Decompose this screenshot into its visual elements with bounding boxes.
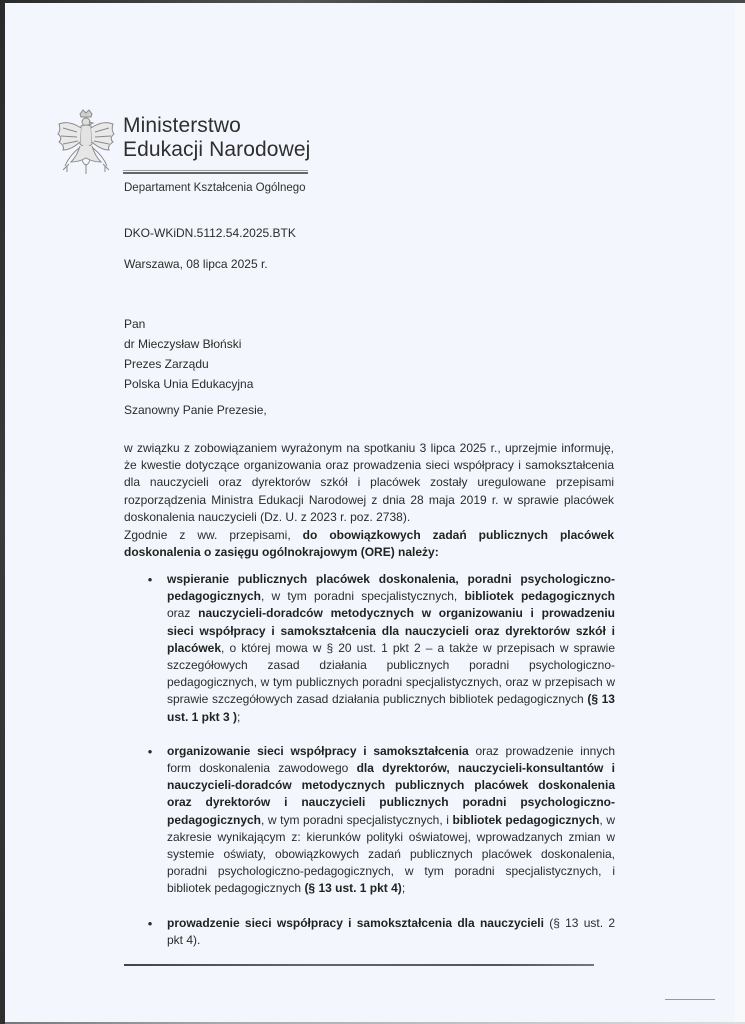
bullet-icon: • — [147, 915, 153, 931]
lead-paragraph — [124, 527, 614, 561]
bullet-2-citation: (§ 13 ust. 1 pkt 4) — [304, 881, 402, 896]
scan-edge-right — [735, 3, 745, 1024]
duties-list — [145, 571, 615, 949]
bullet-2-segment: dla dyrektorów, nauczycieli-konsultantów i nauczycieli-doradców metodycznych publicznych placówek doskonalenia oraz dyrektorów i nauczycieli publicznych poradni psychologiczno-pedagogicznych — [167, 761, 615, 827]
salutation: Szanowny Panie Prezesie, — [124, 403, 267, 417]
lead-paragraph-normal: Zgodnie z ww. przepisami, — [124, 528, 303, 542]
bullet-2-segment: bibliotek pedagogicznych — [452, 812, 600, 827]
footer-divider — [124, 964, 594, 966]
letterhead-divider — [123, 170, 308, 174]
list-item — [145, 743, 615, 898]
bullet-1-segment: bibliotek pedagogicznych — [464, 589, 615, 604]
list-item — [145, 571, 615, 726]
addressee-organization: Polska Unia Edukacyjna — [124, 377, 254, 391]
reference-number: DKO-WKiDN.5112.54.2025.BTK — [124, 226, 296, 240]
bullet-1-segment: oraz — [167, 606, 199, 621]
bullet-2-segment: , w tym poradni specjalistycznych, i — [261, 812, 453, 827]
ministry-name — [123, 114, 310, 162]
place-and-date: Warszawa, 08 lipca 2025 r. — [124, 257, 268, 271]
addressee-block — [124, 314, 253, 394]
lead-paragraph-bold: do obowiązkowych zadań publicznych placówek doskonalenia o zasięgu ogólnokrajowym (ORE) należy: — [124, 528, 614, 560]
ministry-name-line1: Ministerstwo — [123, 114, 241, 137]
ministry-name-line2: Edukacji Narodowej — [123, 138, 311, 161]
bullet-3-segment: prowadzenie sieci współpracy i samokształcenia dla nauczycieli — [167, 915, 544, 930]
addressee-name: dr Mieczysław Błoński — [124, 337, 242, 351]
bullet-1-segment: nauczycieli-doradców metodycznych w organizowaniu i prowadzeniu sieci współpracy i samokształcenia dla nauczycieli oraz dyrektorów szkół i placówek — [167, 606, 615, 655]
scan-edge-left — [0, 0, 5, 1024]
department-name: Departament Kształcenia Ogólnego — [124, 182, 306, 194]
bullet-1-segment: wspieranie publicznych placówek doskonalenia, poradni psychologiczno-pedagogicznych — [167, 572, 615, 604]
bullet-1-segment: , o której mowa w § 20 ust. 1 pkt 2 – a także w przepisach w sprawie szczegółowych zasad działania publicznych poradni psychologiczno-pedagogicznych, w tym publicznych poradni specjalistycznych, oraz w przepisach w sprawie szczegółowych zasad działania publicznych bibliotek pedagogicznych — [167, 640, 615, 707]
scan-mark — [665, 999, 715, 1000]
bullet-icon: • — [147, 572, 153, 587]
bullet-1-segment: ; — [237, 709, 241, 724]
bullet-icon: • — [147, 743, 153, 759]
addressee-title: Pan — [124, 317, 146, 331]
addressee-position: Prezes Zarządu — [124, 357, 209, 371]
bullet-3-citation: (§ 13 ust. 2 pkt 4). — [167, 915, 615, 947]
list-item — [145, 915, 615, 949]
bullet-1-segment: , w tym poradni specjalistycznych, — [261, 589, 465, 604]
bullet-2-segment: , w zakresie wynikającym z: kierunków polityki oświatowej, wprowadzanych zmian w systemie oświaty, obowiązkowych zadań publicznych placówek doskonalenia, poradni psychologiczno-pedagogicznych, w tym poradni specjalistycznych, i bibliotek pedagogicznych — [167, 812, 615, 896]
bullet-2-segment: ; — [401, 881, 406, 896]
bullet-2-segment: oraz prowadzenie innych form doskonalenia zawodowego — [167, 743, 615, 776]
intro-paragraph: w związku z zobowiązaniem wyrażonym na spotkaniu 3 lipca 2025 r., uprzejmie informuję, że kwestie dotyczące organizowania oraz prowadzenia sieci współpracy i samokształcenia dla nauczycieli oraz dyrektorów szkół i placówek zostały uregulowane przepisami rozporządzenia Ministra Edukacji Narodowej z dnia 28 maja 2019 r. w sprawie placówek doskonalenia nauczycieli (Dz. U. z 2023 r. poz. 2738). — [124, 441, 614, 524]
bullet-2-segment: organizowanie sieci współpracy i samokształcenia — [167, 743, 469, 758]
polish-eagle-emblem-icon — [55, 108, 117, 176]
bullet-1-citation: (§ 13 ust. 1 pkt 3 ) — [167, 692, 615, 724]
scan-edge-top — [0, 0, 745, 3]
